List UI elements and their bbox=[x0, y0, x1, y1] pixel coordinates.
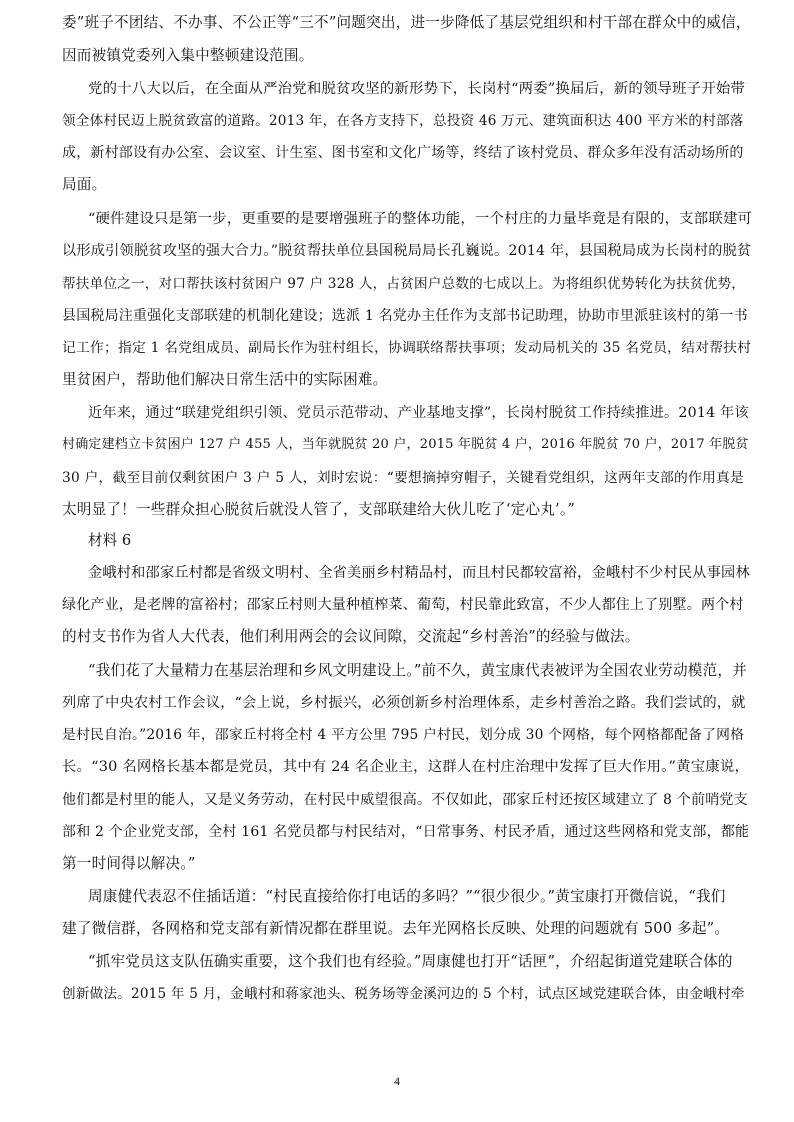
text-line: 领全体村民迈上脱贫致富的道路。2013 年，在各方支持下，总投资 46 万元、建筑面积达 400 平方米的村部落 bbox=[62, 113, 744, 129]
text-line: 记工作；指定 1 名党组成员、副局长作为驻村组长，协调联络帮扶事项；发动局机关的 35 名党员，结对帮扶村 bbox=[62, 340, 752, 356]
text-line: 太明显了！一些群众担心脱贫后就没人管了，支部联建给大伙儿吃了‘定心丸’。” bbox=[62, 501, 576, 518]
paragraph-start: “我们花了大量精力在基层治理和乡风文明建设上。”前不久，黄宝康代表被评为全国农业劳动模范，并 bbox=[88, 662, 747, 679]
text-line: 绿化产业，是老牌的富裕村；邵家丘村则大量种植榨菜、葡萄，村民靠此致富，不少人都住上了别墅。两个村 bbox=[62, 597, 744, 613]
paragraph-start: 金峨村和邵家丘村都是省级文明村、全省美丽乡村精品村，而且村民都较富裕，金峨村不少村民从事园林 bbox=[88, 565, 750, 581]
section-heading: 材料 6 bbox=[88, 532, 132, 549]
text-line: 以形成引领脱贫攻坚的强大合力。”脱贫帮扶单位县国税局局长孔巍说。2014 年，县国税局成为长岗村的脱贫 bbox=[62, 243, 752, 259]
text-line: 部和 2 个企业党支部，全村 161 名党员都与村民结对，“日常事务、村民矛盾，通过这些网格和党支部，都能 bbox=[62, 824, 750, 840]
text-line: 的村支书作为省人大代表，他们利用两会的会议间隙，交流起“乡村善治”的经验与做法。 bbox=[62, 628, 640, 645]
paragraph-start: 周康健代表忍不住插话道：“村民直接给你打电话的多吗？”“很少很少。”黄宝康打开微信说，“我们 bbox=[88, 888, 726, 905]
paragraph-start: “抓牢党员这支队伍确实重要，这个我们也有经验。”周康健也打开“话匣”，介绍起街道党建联合体的 bbox=[88, 953, 733, 970]
text-line: 创新做法。2015 年 5 月，金峨村和蒋家池头、税务场等金溪河边的 5 个村，试点区域党建联合体，由金峨村牵 bbox=[62, 986, 745, 1002]
paragraph-start: 党的十八大以后，在全面从严治党和脱贫攻坚的新形势下，长岗村“两委”换届后，新的领导班子开始带 bbox=[88, 81, 746, 97]
text-line: 是村民自治。”2016 年，邵家丘村将全村 4 平方公里 795 户村民，划分成 30 个网格，每个网格都配备了网格 bbox=[62, 727, 745, 743]
text-line: 第一时间得以解决。” bbox=[62, 855, 196, 872]
text-line: 村确定建档立卡贫困户 127 户 455 人，当年就脱贫 20 户，2015 年脱贫 4 户，2016 年脱贫 70 户，2017 年脱贫 bbox=[62, 437, 749, 452]
text-line: 委”班子不团结、不办事、不公正等“三不”问题突出，进一步降低了基层党组织和村干部在群众中的威信， bbox=[62, 14, 751, 31]
text-line: 因而被镇党委列入集中整顿建设范围。 bbox=[62, 47, 314, 64]
page-number: 4 bbox=[394, 1074, 400, 1088]
text-line: 县国税局注重强化支部联建的机制化建设；选派 1 名党办主任作为支部书记助理，协助市里派驻该村的第一书 bbox=[62, 308, 748, 324]
text-line: 里贫困户，帮助他们解决日常生活中的实际困难。 bbox=[62, 371, 388, 388]
paragraph-start: “硬件建设只是第一步，更重要的是要增强班子的整体功能，一个村庄的力量毕竟是有限的，支部联建可 bbox=[88, 211, 753, 227]
text-line: 他们都是村里的能人，又是义务劳动，在村民中威望很高。不仅如此，邵家丘村还按区域建立了 8 个前哨党支 bbox=[62, 792, 748, 808]
text-line: 建了微信群，各网格和党支部有新情况都在群里说。去年光网格长反映、处理的问题就有 500 多起”。 bbox=[62, 920, 730, 937]
paragraph-start: 近年来，通过“联建党组织引领、党员示范带动、产业基地支撑”，长岗村脱贫工作持续推进。2014 年该 bbox=[88, 405, 749, 421]
text-line: 帮扶单位之一，对口帮扶该村贫困户 97 户 328 人，占贫困户总数的七成以上。为将组织优势转化为扶贫优势， bbox=[62, 276, 746, 292]
text-line: 30 户，截至目前仅剩贫困户 3 户 5 人，刘时宏说：“要想摘掉穷帽子，关键看党组织，这两年支部的作用真是 bbox=[62, 470, 744, 486]
text-line: 列席了中央农村工作会议，“会上说，乡村振兴，必须创新乡村治理体系，走乡村善治之路。我们尝试的，就 bbox=[62, 695, 746, 711]
text-line: 局面。 bbox=[62, 176, 107, 193]
text-line: 长。“30 名网格长基本都是党员，其中有 24 名企业主，这群人在村庄治理中发挥了巨大作用。”黄宝康说， bbox=[62, 759, 750, 775]
text-line: 成，新村部设有办公室、会议室、计生室、图书室和文化广场等，终结了该村党员、群众多年没有活动场所的 bbox=[62, 145, 744, 161]
